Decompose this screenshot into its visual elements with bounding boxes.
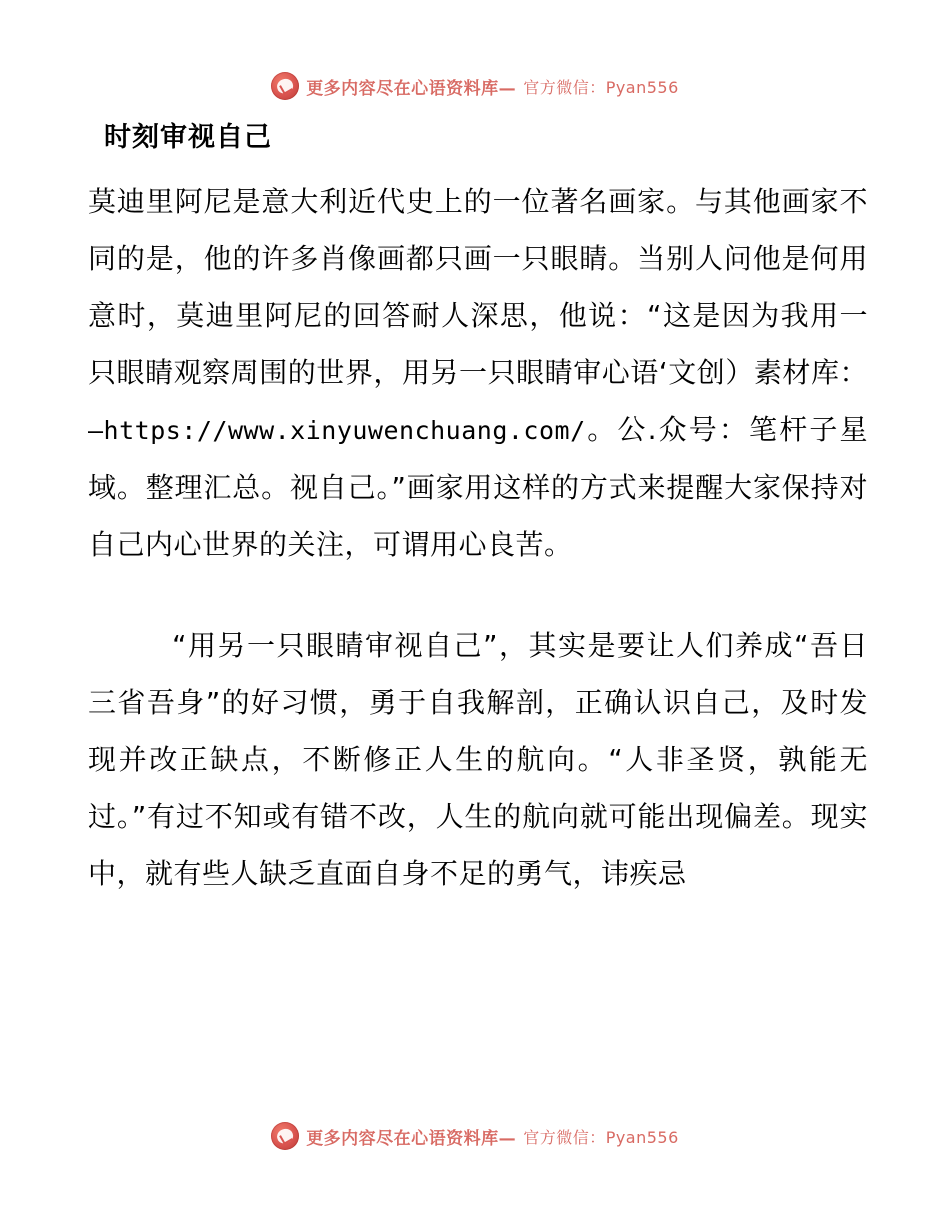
paragraph-two: “用另一只眼睛审视自己”，其实是要让人们养成“吾日三省吾身”的好习惯，勇于自我解剖，正确认识自己，及时发现并改正缺点，不断修正人生的航向。“人非圣贤，孰能无过。”有过不知或有错不改，人生的航向就可能出现偏差。现实中，就有些人缺乏直面自身不足的勇气，讳疾忌 (88, 628, 868, 890)
watermark-sub-text: 官方微信：Pyan556 (523, 77, 679, 97)
paragraph-one-text: 莫迪里阿尼是意大利近代史上的一位著名画家。与其他画家不同的是，他的许多肖像画都只画一只眼睛。当别人问他是何用意时，莫迪里阿尼的回答耐人深思，他说：“这是因为我用一只眼睛观察周围的世界，用另一只眼睛审心语‘文创）素材库： (88, 184, 868, 389)
document-content (88, 118, 868, 902)
paragraph-one-url: —https://www.xinyuwenchuang.com/ (88, 415, 586, 445)
watermark-logo-icon (271, 72, 299, 100)
watermark-main-text: 更多内容尽在心语资料库— (306, 78, 517, 99)
watermark-banner-bottom (0, 1122, 950, 1150)
page-title: 时刻审视自己 (104, 122, 272, 153)
watermark-logo-icon (271, 1122, 299, 1150)
paragraph-spacer (88, 573, 868, 617)
paragraph-one-tail: 。公.众号：笔杆子星域。整理汇总。视自己。”画家用这样的方式来提醒大家保持对自己内心世界的关注，可谓用心良苦。 (88, 412, 868, 561)
watermark-sub-text: 官方微信：Pyan556 (523, 1127, 679, 1147)
watermark-banner-top (0, 72, 950, 100)
paragraph-one (88, 173, 868, 573)
watermark-main-text: 更多内容尽在心语资料库— (306, 1128, 517, 1149)
